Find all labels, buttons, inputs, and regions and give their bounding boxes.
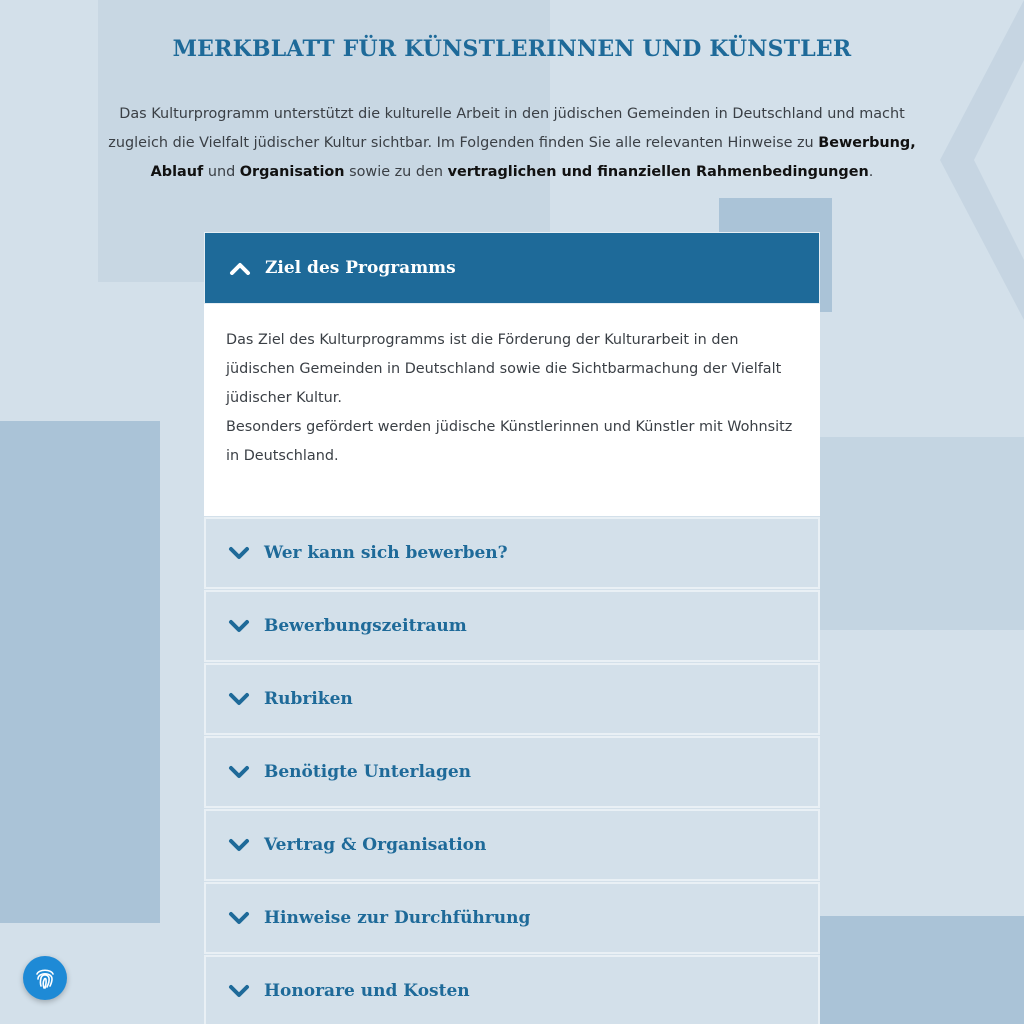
chevron-down-icon: [228, 984, 250, 998]
accordion-item-label: Benötigte Unterlagen: [264, 762, 472, 782]
chevron-down-icon: [228, 838, 250, 852]
background-shape: [820, 437, 1024, 630]
accordion-item-honorare-und-kosten[interactable]: [204, 955, 820, 1024]
accordion-item-label: Hinweise zur Durchführung: [264, 908, 531, 928]
chevron-down-icon: [228, 546, 250, 560]
accordion-item-label: Bewerbungszeitraum: [264, 616, 467, 636]
accordion-item-benoetigte-unterlagen[interactable]: [204, 736, 820, 808]
accordion-item-bewerbungszeitraum[interactable]: [204, 590, 820, 662]
intro-text: Das Kulturprogramm unterstützt die kulturelle Arbeit in den jüdischen Gemeinden in Deutschland und macht zugleich die Vielfalt jüdischer Kultur sichtbar. Im Folgenden finden Sie alle relevanten Hinweise zu Bewerbung, Ablauf und Organisation sowie zu den vertraglichen und finanziellen Rahmenbedingungen.: [108, 106, 916, 180]
accordion-item-label: Ziel des Programms: [265, 258, 456, 278]
chevron-down-icon: [228, 619, 250, 633]
chevron-down-icon: [228, 911, 250, 925]
chevron-down-icon: [228, 765, 250, 779]
intro-highlight-rahmenbedingungen: vertraglichen und finanziellen Rahmenbedingungen: [447, 164, 869, 180]
accordion-item-label: Rubriken: [264, 689, 353, 709]
chevron-down-icon: [228, 692, 250, 706]
accordion-body-paragraph: Das Ziel des Kulturprogramms ist die Förderung der Kulturarbeit in den jüdischen Gemeinden in Deutschland sowie die Sichtbarmachung der Vielfalt jüdischer Kultur.: [226, 332, 782, 406]
background-shape: [820, 916, 1024, 1024]
background-shape: [0, 421, 160, 923]
faq-accordion: [204, 232, 820, 1024]
accordion-item-rubriken[interactable]: [204, 663, 820, 735]
accordion-item-vertrag-organisation[interactable]: [204, 809, 820, 881]
accordion-item-wer-kann-sich-bewerben[interactable]: [204, 517, 820, 589]
fingerprint-icon: [32, 965, 58, 991]
accordion-item-label: Vertrag & Organisation: [264, 835, 487, 855]
accessibility-button[interactable]: [23, 956, 67, 1000]
accordion-item-ziel-des-programms-header[interactable]: [204, 232, 820, 304]
accordion-item-ziel-des-programms-body: [204, 304, 820, 516]
page-title: MERKBLATT FÜR KÜNSTLERINNEN UND KÜNSTLER: [172, 36, 852, 62]
accordion-item-label: Wer kann sich bewerben?: [264, 543, 508, 563]
intro-highlight-bewerbung: Bewerbung, Ablauf: [150, 135, 916, 180]
intro-highlight-organisation: Organisation: [239, 164, 345, 180]
accordion-body-paragraph: Besonders gefördert werden jüdische Künstlerinnen und Künstler mit Wohnsitz in Deutschland.: [226, 419, 793, 464]
accordion-item-hinweise-zur-durchfuehrung[interactable]: [204, 882, 820, 954]
accordion-item-label: Honorare und Kosten: [264, 981, 470, 1001]
chevron-up-icon: [229, 261, 251, 275]
